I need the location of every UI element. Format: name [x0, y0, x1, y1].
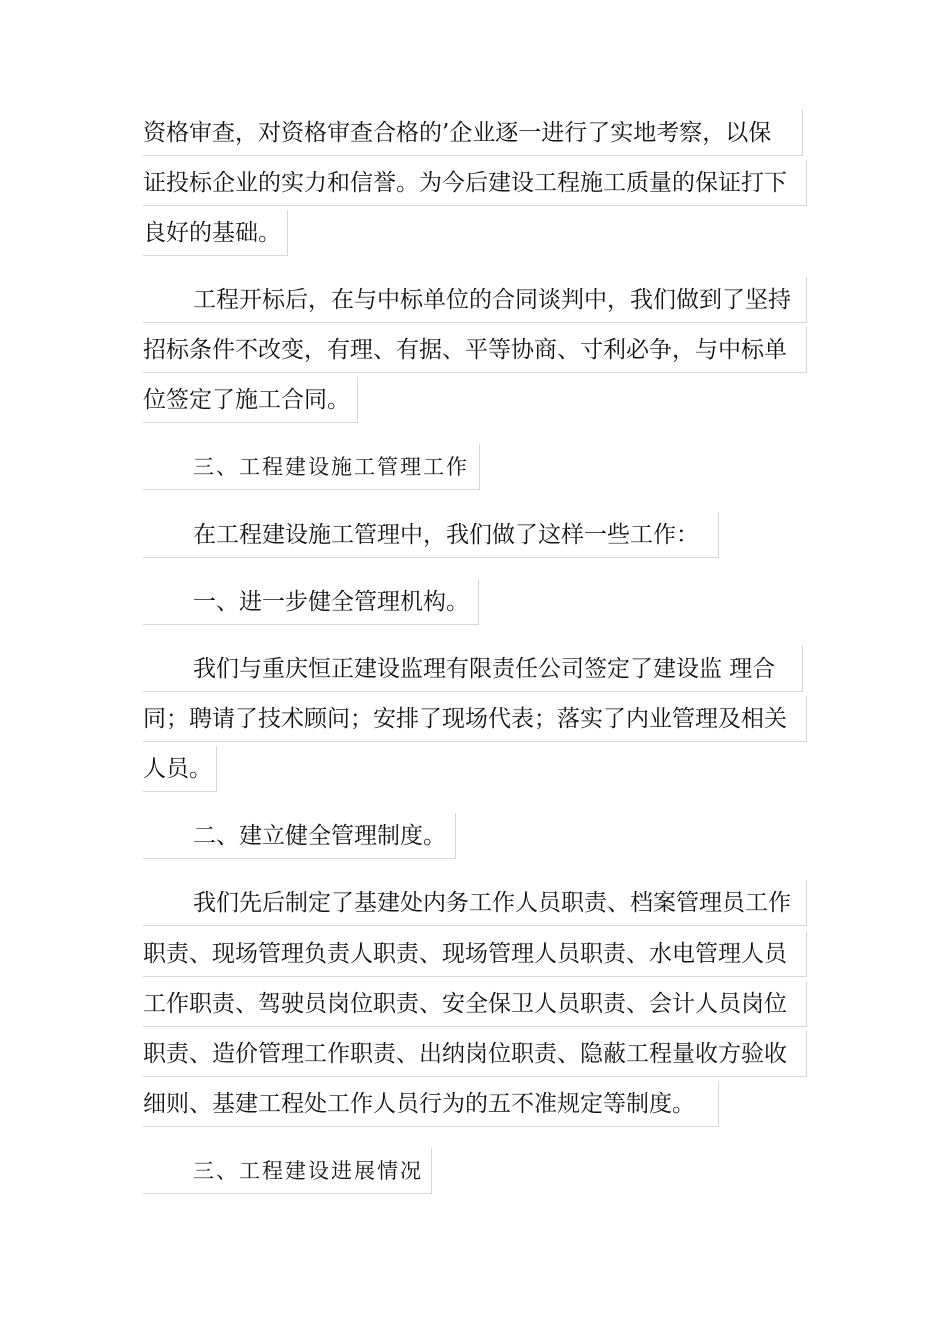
text-line: 职责、现场管理负责人职责、现场管理人员职责、水电管理人员: [143, 931, 807, 977]
subsection-heading: 一、进一步健全管理机构。: [143, 579, 479, 625]
text-line: 人员。: [143, 746, 217, 792]
section-heading: 三、工程建设施工管理工作: [143, 444, 480, 490]
subsection-heading: 二、建立健全管理制度。: [143, 813, 456, 859]
text-line: 我们先后制定了基建处内务工作人员职责、档案管理员工作: [143, 880, 807, 926]
text-line: 位签定了施工合同。: [143, 377, 358, 423]
text-line: 同；聘请了技术顾问；安排了现场代表；落实了内业管理及相关: [143, 696, 807, 742]
text-line: 工作职责、驾驶员岗位职责、安全保卫人员职责、会计人员岗位: [143, 981, 807, 1027]
text-line: 招标条件不改变，有理、有据、平等协商、寸利必争，与中标单: [143, 327, 807, 373]
text-line: 证投标企业的实力和信誉。为今后建设工程施工质量的保证打下: [143, 160, 807, 206]
text-line: 细则、基建工程处工作人员行为的五不准规定等制度。: [143, 1081, 719, 1127]
text-line: 资格审查，对资格审查合格的’企业逐一进行了实地考察，以保: [143, 110, 803, 156]
text-line: 良好的基础。: [143, 210, 288, 256]
text-line: 我们与重庆恒正建设监理有限责任公司签定了建设监 理合: [143, 646, 803, 692]
text-line: 在工程建设施工管理中，我们做了这样一些工作：: [143, 512, 719, 558]
text-line: 工程开标后，在与中标单位的合同谈判中，我们做到了坚持: [143, 277, 807, 323]
section-heading: 三、工程建设进展情况: [143, 1148, 432, 1194]
text-line: 职责、造价管理工作职责、出纳岗位职责、隐蔽工程量收方验收: [143, 1031, 807, 1077]
